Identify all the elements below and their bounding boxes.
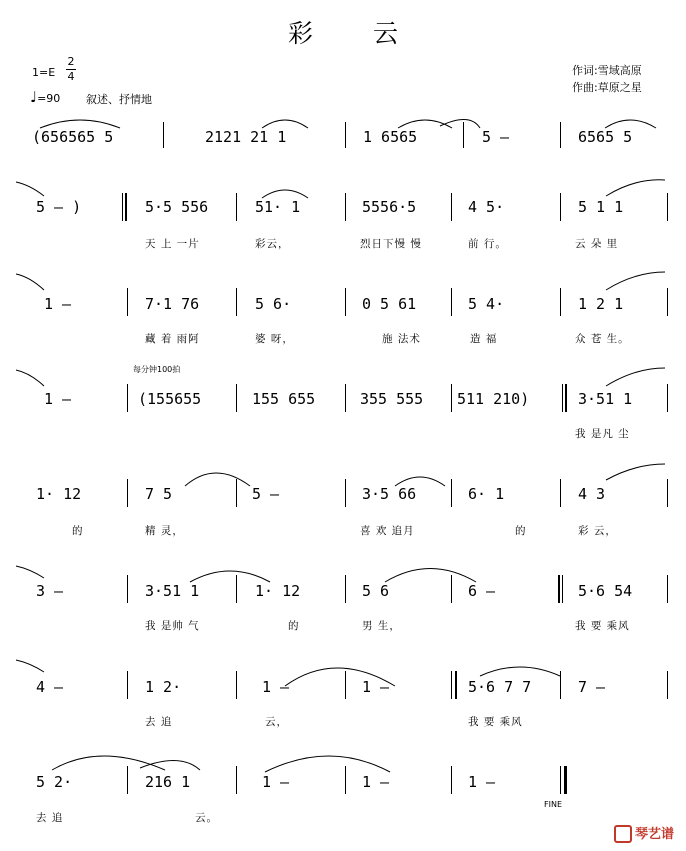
notes-row3-m3: 5 6· bbox=[255, 295, 292, 313]
lyric-row7-3: 我 要 乘风 bbox=[468, 716, 523, 728]
watermark-logo-icon bbox=[614, 825, 632, 843]
lyric-row3-4: 造 福 bbox=[470, 333, 498, 345]
lyric-row3-3: 施 法术 bbox=[382, 333, 421, 345]
notes-row4-m4: 355 555 bbox=[360, 390, 424, 408]
notes-row8-m5: 1 – bbox=[468, 773, 496, 791]
lyric-row2-5: 云 朵 里 bbox=[575, 238, 619, 250]
notes-row6-m6: 5·6 54 bbox=[578, 582, 633, 600]
expression-mark: 叙述、抒情地 bbox=[86, 93, 152, 106]
notes-row1-m2: 2121 21 1 bbox=[205, 128, 287, 146]
notes-row1-m5: 6565 5 bbox=[578, 128, 633, 146]
lyricist: 作词:雪域高原 bbox=[572, 64, 642, 77]
notes-row6-m3: 1· 12 bbox=[255, 582, 301, 600]
key-label: 1=E bbox=[32, 66, 56, 79]
lyric-row6-1: 我 是帅 气 bbox=[145, 620, 200, 632]
notes-row7-m5: 5·6 7 7 bbox=[468, 678, 532, 696]
notes-row6-m1: 3 – bbox=[36, 582, 64, 600]
notes-row7-m3: 1 – bbox=[262, 678, 290, 696]
notes-row5-m6: 4 3 bbox=[578, 485, 606, 503]
notes-row2-m1: 5 – ) bbox=[36, 198, 82, 216]
lyric-row2-3: 烈日下慢 慢 bbox=[360, 238, 422, 250]
notes-row7-m4: 1 – bbox=[362, 678, 390, 696]
notes-row2-m5: 4 5· bbox=[468, 198, 505, 216]
notes-row8-m1: 5 2· bbox=[36, 773, 73, 791]
notes-row4-m6: 3·51 1 bbox=[578, 390, 633, 408]
notes-row4-m5: 511 210) bbox=[457, 390, 530, 408]
notes-row7-m1: 4 – bbox=[36, 678, 64, 696]
lyric-row6-2: 的 bbox=[288, 620, 300, 632]
lyric-row5-1: 的 bbox=[72, 525, 84, 537]
lyric-row6-4: 我 要 乘风 bbox=[575, 620, 630, 632]
song-title: 彩云 bbox=[287, 19, 458, 48]
notes-row3-m6: 1 2 1 bbox=[578, 295, 624, 313]
lyric-row2-1: 天 上 一片 bbox=[145, 238, 200, 250]
notes-row2-m4: 5556·5 bbox=[362, 198, 417, 216]
notes-row7-m2: 1 2· bbox=[145, 678, 182, 696]
time-denominator: 4 bbox=[67, 70, 75, 83]
quarter-note-icon: ♩ bbox=[30, 88, 38, 106]
notes-row1-m1: (656565 5 bbox=[32, 128, 114, 146]
notes-row5-m5: 6· 1 bbox=[468, 485, 505, 503]
lyric-row3-5: 众 苍 生。 bbox=[575, 333, 630, 345]
notes-row3-m1: 1 – bbox=[44, 295, 72, 313]
time-numerator: 2 bbox=[67, 55, 75, 68]
tempo-value: =90 bbox=[37, 92, 61, 105]
lyric-row4-1: 我 是凡 尘 bbox=[575, 428, 630, 440]
notes-row5-m4: 3·5 66 bbox=[362, 485, 417, 503]
notes-row1-m4: 5 – bbox=[482, 128, 510, 146]
lyric-row8-1: 去 追 bbox=[36, 812, 64, 824]
lyric-row5-2: 精 灵， bbox=[145, 525, 184, 537]
composer: 作曲:草原之星 bbox=[572, 81, 642, 94]
notes-row5-m3: 5 – bbox=[252, 485, 280, 503]
notes-row4-m1: 1 – bbox=[44, 390, 72, 408]
watermark-text: 琴艺谱 bbox=[634, 826, 674, 842]
lyric-row7-1: 去 追 bbox=[145, 716, 173, 728]
lyric-row5-5: 彩 云， bbox=[578, 525, 617, 537]
lyric-row2-2: 彩云， bbox=[255, 238, 290, 250]
lyric-row7-2: 云， bbox=[265, 716, 288, 728]
tempo-change-note: 每分钟100拍 bbox=[133, 365, 181, 374]
lyric-row3-1: 藏 着 雨阿 bbox=[145, 333, 200, 345]
notes-row6-m2: 3·51 1 bbox=[145, 582, 200, 600]
notes-row2-m6: 5 1 1 bbox=[578, 198, 624, 216]
lyric-row6-3: 男 生， bbox=[362, 620, 401, 632]
lyric-row3-2: 婆 呀， bbox=[255, 333, 294, 345]
lyric-row5-4: 的 bbox=[515, 525, 527, 537]
notes-row3-m2: 7·1 76 bbox=[145, 295, 200, 313]
notes-row1-m3: 1 6565 bbox=[363, 128, 418, 146]
notes-row6-m4: 5 6 bbox=[362, 582, 390, 600]
lyric-row5-3: 喜 欢 追月 bbox=[360, 525, 415, 537]
notes-row3-m5: 5 4· bbox=[468, 295, 505, 313]
notes-row5-m1: 1· 12 bbox=[36, 485, 82, 503]
notes-row4-m3: 155 655 bbox=[252, 390, 316, 408]
notes-row4-m2: (155655 bbox=[138, 390, 202, 408]
notes-row2-m2: 5·5 556 bbox=[145, 198, 209, 216]
notes-row3-m4: 0 5 61 bbox=[362, 295, 417, 313]
notes-row6-m5: 6 – bbox=[468, 582, 496, 600]
fine-mark: FINE bbox=[544, 800, 562, 809]
lyric-row2-4: 前 行。 bbox=[468, 238, 507, 250]
notes-row2-m3: 51· 1 bbox=[255, 198, 301, 216]
notes-row8-m3: 1 – bbox=[262, 773, 290, 791]
notes-row7-m6: 7 – bbox=[578, 678, 606, 696]
lyric-row8-2: 云。 bbox=[195, 812, 218, 824]
site-watermark bbox=[614, 823, 674, 844]
notes-row5-m2: 7 5 bbox=[145, 485, 173, 503]
notes-row8-m2: 216 1 bbox=[145, 773, 191, 791]
notes-row8-m4: 1 – bbox=[362, 773, 390, 791]
